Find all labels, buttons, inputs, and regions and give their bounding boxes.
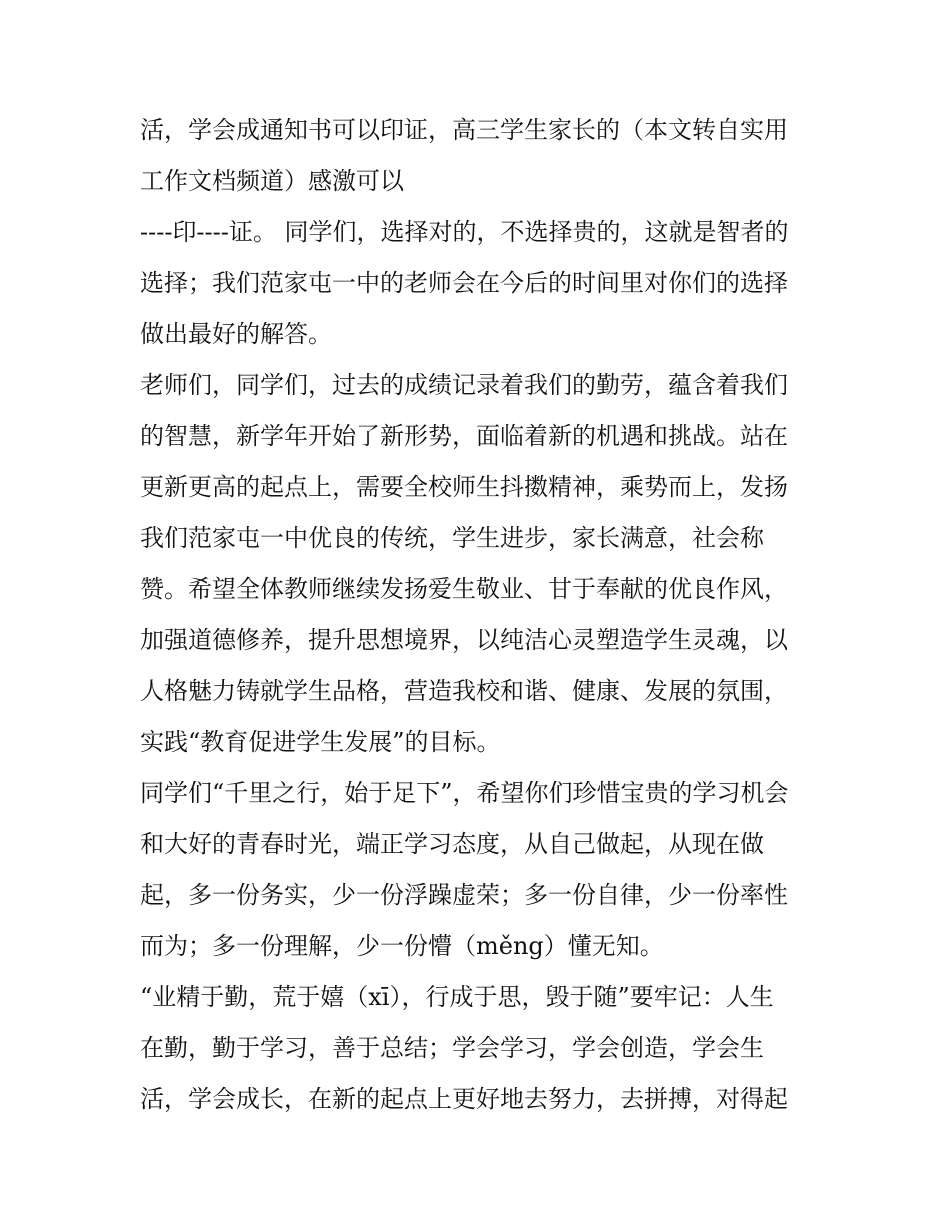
text-line: 和大好的青春时光，端正学习态度，从自己做起，从现在做 <box>140 830 764 858</box>
text-line: 老师们，同学们，过去的成绩记录着我们的勤劳，蕴含着我们 <box>140 371 788 399</box>
text-line: 同学们“千里之行，始于足下”，希望你们珍惜宝贵的学习机会 <box>140 779 789 807</box>
text-line: 做出最好的解答。 <box>140 320 332 348</box>
text-line: 的智慧，新学年开始了新形势，面临着新的机遇和挑战。站在 <box>140 422 788 450</box>
text-line: 工作文档频道）感激可以 <box>140 167 404 195</box>
text-line: 而为；多一份理解，少一份懵（měng）懂无知。 <box>140 932 664 960</box>
text-line: 实践“教育促进学生发展”的目标。 <box>140 728 501 756</box>
text-line: 在勤，勤于学习，善于总结；学会学习，学会创造，学会生 <box>140 1034 764 1062</box>
text-line: 活，学会成长，在新的起点上更好地去努力，去拼搏，对得起 <box>140 1085 788 1113</box>
text-line: “业精于勤，荒于嬉（xī），行成于思，毁于随”要牢记：人生 <box>140 983 774 1011</box>
text-line: 活，学会成通知书可以印证，高三学生家长的（本文转自实用 <box>140 116 788 144</box>
text-line: 选择；我们范家屯一中的老师会在今后的时间里对你们的选择 <box>140 269 788 297</box>
text-line: 更新更高的起点上，需要全校师生抖擞精神，乘势而上，发扬 <box>140 473 788 501</box>
text-line: 起，多一份务实，少一份浮躁虚荣；多一份自律，少一份率性 <box>140 881 788 909</box>
text-line: ----印----证。 同学们，选择对的，不选择贵的，这就是智者的 <box>140 218 789 246</box>
text-line: 我们范家屯一中优良的传统，学生进步，家长满意，社会称 <box>140 524 764 552</box>
text-line: 加强道德修养，提升思想境界，以纯洁心灵塑造学生灵魂，以 <box>140 626 788 654</box>
document-body <box>140 105 820 1125</box>
text-line: 人格魅力铸就学生品格，营造我校和谐、健康、发展的氛围， <box>140 677 788 705</box>
text-line: 赞。希望全体教师继续发扬爱生敬业、甘于奉献的优良作风， <box>140 575 788 603</box>
